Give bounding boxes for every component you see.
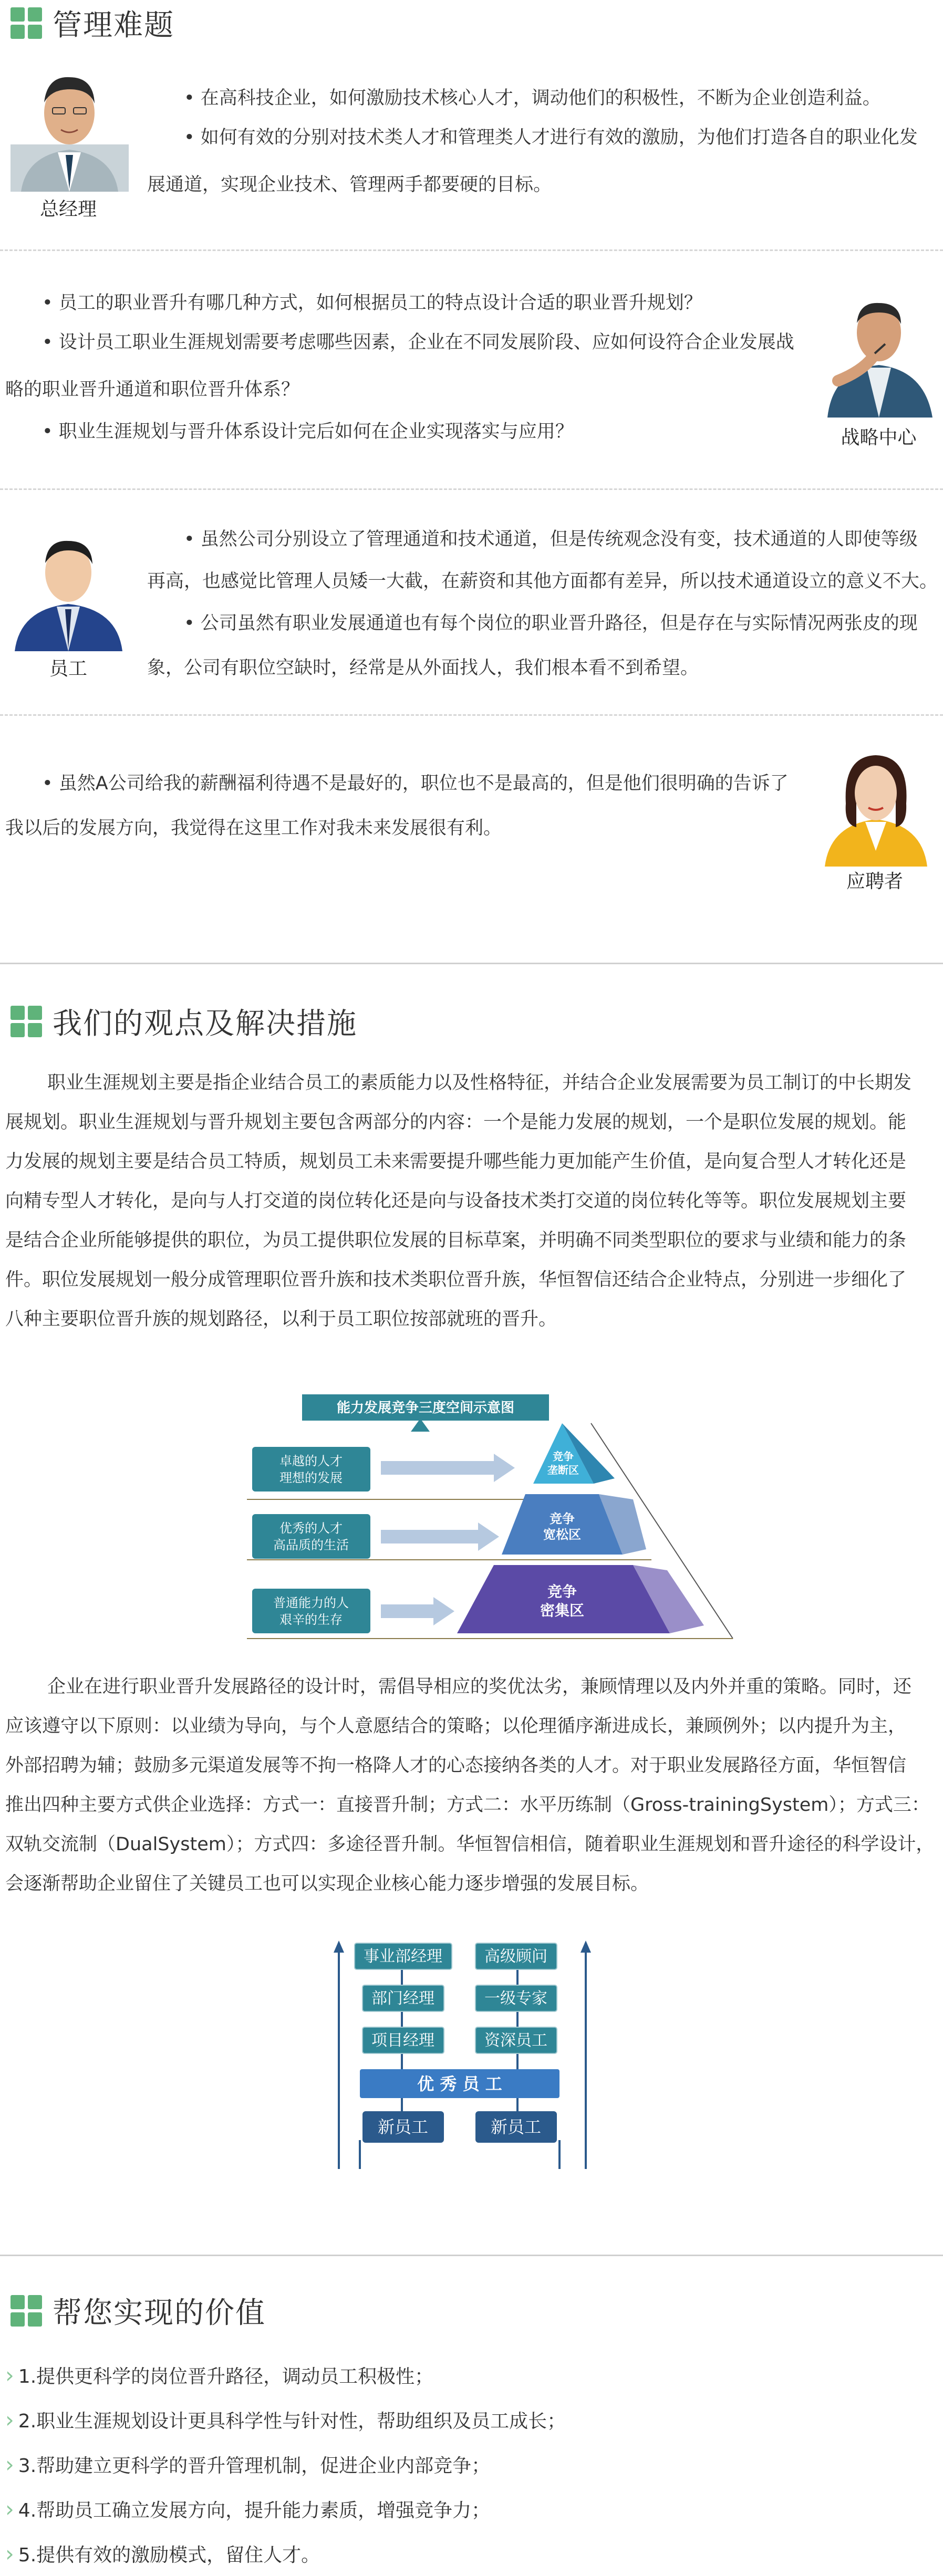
- left-label: 高品质的生活: [273, 1538, 349, 1552]
- text-line: • 设计员工职业生涯规划需要考虑哪些因素，企业在不同发展阶段、应如何设符合企业发展战: [42, 332, 794, 353]
- arrow-head: [581, 1941, 591, 1953]
- arrow: [381, 1454, 515, 1482]
- value-text: 4.帮助员工确立发展方向，提升能力素质，增强竞争力；: [18, 2500, 491, 2521]
- text-line: 八种主要职位晋升族的规划路径，以利于员工职位按部就班的晋升。: [5, 1309, 557, 1330]
- divider: [0, 249, 943, 251]
- text-line: • 在高科技企业，如何激励技术核心人才，调动他们的积极性，不断为企业创造利益。: [184, 88, 881, 109]
- text-line: • 虽然公司分别设立了管理通道和技术通道，但是传统观念没有变，技术通道的人即使等级: [184, 529, 918, 550]
- applicant-avatar: [817, 746, 935, 867]
- text-line: • 如何有效的分别对技术类人才和管理类人才进行有效的激励，为他们打造各自的职业化发: [184, 127, 918, 148]
- views-paragraph-1: [5, 1063, 938, 1339]
- left-label: 普通能力的人: [273, 1595, 349, 1610]
- text-line: 再高，也感觉比管理人员矮一大截，在薪资和其他方面都有差异，所以技术通道设立的意义不大。: [147, 571, 938, 592]
- role-label-strategy: 战略中心: [841, 427, 917, 449]
- role-label-gm: 总经理: [39, 199, 97, 220]
- strategy-paragraph-last: [42, 412, 574, 452]
- employee-paragraph-2: [184, 604, 918, 643]
- section-divider: [0, 2255, 943, 2256]
- grid-icon: [11, 1006, 42, 1037]
- general-manager-avatar: [11, 66, 129, 192]
- strategy-paragraph: [42, 284, 794, 362]
- section-header-value: [0, 2290, 266, 2332]
- list-item: [5, 2531, 566, 2576]
- section-title: 我们的观点及解决措施: [53, 1007, 357, 1041]
- level-label: 竞争: [550, 1511, 575, 1526]
- employee-paragraph: [184, 520, 918, 559]
- text-line: • 职业生涯规划与晋升体系设计完后如何在企业实现落实与应用？: [42, 421, 574, 442]
- capability-pyramid-diagram: [247, 1386, 741, 1646]
- career-label: 资深员工: [484, 2031, 547, 2050]
- text-line: 件。职位发展规划一般分成管理职位晋升族和技术类职位晋升族，华恒智信还结合企业特点，分别进一步细化了: [5, 1269, 907, 1290]
- text-line: 展规划。职业生涯规划与晋升规划主要包含两部分的内容：一个是能力发展的规划，一个是职位发展的规划。能: [5, 1112, 907, 1133]
- left-label: 艰辛的生存: [279, 1612, 343, 1627]
- text-line: 展通道，实现企业技术、管理两手都要硬的目标。: [147, 174, 552, 195]
- divider: [0, 488, 943, 490]
- value-text: 1.提供更科学的岗位晋升路径，调动员工积极性；: [18, 2366, 434, 2387]
- text-line: 会逐渐帮助企业留住了关键员工也可以实现企业核心能力逐步增强的发展目标。: [5, 1873, 649, 1894]
- role-label-applicant: 应聘者: [846, 871, 903, 892]
- level-label: 竞争: [553, 1450, 574, 1463]
- text-line: 双轨交流制（DualSystem）；方式四：多途径晋升制。华恒智信相信，随着职业生涯规划和晋升途径的科学设计，: [5, 1834, 935, 1855]
- chevron-right-icon: ›: [5, 2407, 14, 2433]
- section-header-views: [0, 1000, 357, 1042]
- career-path-diagram: [320, 1938, 604, 2174]
- gm-paragraph-cont: [147, 165, 552, 205]
- employee-avatar: [9, 530, 128, 651]
- career-label: 一级专家: [484, 1989, 547, 2008]
- value-text: 5.提供有效的激励模式，留住人才。: [18, 2544, 320, 2566]
- value-text: 3.帮助建立更科学的晋升管理机制，促进企业内部竞争；: [18, 2455, 491, 2477]
- chevron-right-icon: ›: [5, 2541, 14, 2567]
- gm-paragraph: [184, 79, 918, 158]
- list-item: [5, 2397, 566, 2442]
- role-label-employee: 员工: [49, 658, 87, 680]
- arrow-head: [334, 1941, 344, 1953]
- text-line: • 员工的职业晋升有哪几种方式，如何根据员工的特点设计合适的职业晋升规划？: [42, 293, 702, 314]
- career-label: 部门经理: [371, 1989, 434, 2008]
- text-line: 是结合企业所能够提供的职位，为员工提供职位发展的目标草案，并明确不同类型职位的要求与业绩和能力的条: [5, 1230, 907, 1251]
- left-label: 理想的发展: [279, 1470, 343, 1485]
- section-divider: [0, 963, 943, 964]
- text-line: 我以后的发展方向，我觉得在这里工作对我未来发展很有利。: [5, 818, 502, 839]
- new-employee-label: 新员工: [377, 2117, 429, 2137]
- applicant-paragraph-cont: [5, 809, 502, 848]
- new-employee-label: 新员工: [490, 2117, 542, 2137]
- list-item: [5, 2442, 566, 2487]
- employee-paragraph-2-cont: [147, 649, 699, 688]
- value-text: 2.职业生涯规划设计更具科学性与针对性，帮助组织及员工成长；: [18, 2411, 566, 2432]
- section-title: 管理难题: [53, 8, 174, 43]
- value-list: [5, 2353, 566, 2576]
- arrow: [381, 1597, 454, 1625]
- strategy-paragraph-cont: [5, 370, 299, 410]
- list-item: [5, 2353, 566, 2397]
- text-line: 向精专型人才转化，是向与人打交道的岗位转化还是向与设备技术类打交道的岗位转化等等。职位发展规划主要: [5, 1191, 907, 1212]
- text-line: 企业在进行职业晋升发展路径的设计时，需倡导相应的奖优汰劣，兼顾情理以及内外并重的策略。同时，还: [47, 1676, 912, 1697]
- left-label: 卓越的人才: [279, 1454, 343, 1468]
- text-line: 象，公司有职位空缺时，经常是从外面找人，我们根本看不到希望。: [147, 658, 699, 679]
- chevron-right-icon: ›: [5, 2452, 14, 2477]
- grid-icon: [11, 2295, 42, 2327]
- text-line: 职业生涯规划主要是指企业结合员工的素质能力以及性格特征，并结合企业发展需要为员工制订的中长期发: [47, 1072, 912, 1093]
- left-label: 优秀的人才: [279, 1521, 343, 1536]
- excellent-employee-label: 优 秀 员 工: [417, 2074, 502, 2094]
- arrow: [381, 1522, 499, 1551]
- grid-icon: [11, 7, 42, 39]
- level-label: 垄断区: [547, 1464, 579, 1476]
- text-line: • 虽然A公司给我的薪酬福利待遇不是最好的，职位也不是最高的，但是他们很明确的告诉了: [42, 773, 789, 794]
- diagram-title: 能力发展竞争三度空间示意图: [336, 1400, 515, 1416]
- list-item: [5, 2487, 566, 2531]
- chevron-right-icon: ›: [5, 2496, 14, 2522]
- divider: [0, 714, 943, 716]
- chevron-right-icon: ›: [5, 2362, 14, 2388]
- applicant-paragraph: [42, 764, 789, 804]
- employee-paragraph-cont: [147, 562, 938, 601]
- text-line: 推出四种主要方式供企业选择：方式一：直接晋升制；方式二：水平历练制（Gross-trainingSystem）；方式三：: [5, 1795, 930, 1816]
- text-line: 应该遵守以下原则：以业绩为导向，与个人意愿结合的策略；以伦理循序渐进成长，兼顾例外；以内提升为主，: [5, 1716, 907, 1737]
- level-label: 密集区: [540, 1602, 585, 1619]
- text-line: • 公司虽然有职业发展通道也有每个岗位的职业晋升路径，但是存在与实际情况两张皮的现: [184, 613, 918, 634]
- text-line: 略的职业晋升通道和职位晋升体系？: [5, 379, 300, 400]
- career-label: 项目经理: [371, 2031, 434, 2050]
- section-header-problems: [0, 2, 174, 44]
- text-line: 力发展的规划主要是结合员工特质，规划员工未来需要提升哪些能力更加能产生价值，是向复合型人才转化还是: [5, 1151, 907, 1172]
- strategy-center-avatar: [817, 291, 940, 418]
- level-label: 竞争: [547, 1583, 577, 1600]
- level-label: 宽松区: [543, 1527, 581, 1542]
- views-paragraph-2: [5, 1667, 938, 1904]
- text-line: 外部招聘为辅；鼓励多元渠道发展等不拘一格降人才的心态接纳各类的人才。对于职业发展路径方面，华恒智信: [5, 1755, 907, 1776]
- career-label: 高级顾问: [484, 1947, 547, 1966]
- section-title: 帮您实现的价值: [53, 2296, 266, 2330]
- career-label: 事业部经理: [364, 1947, 442, 1966]
